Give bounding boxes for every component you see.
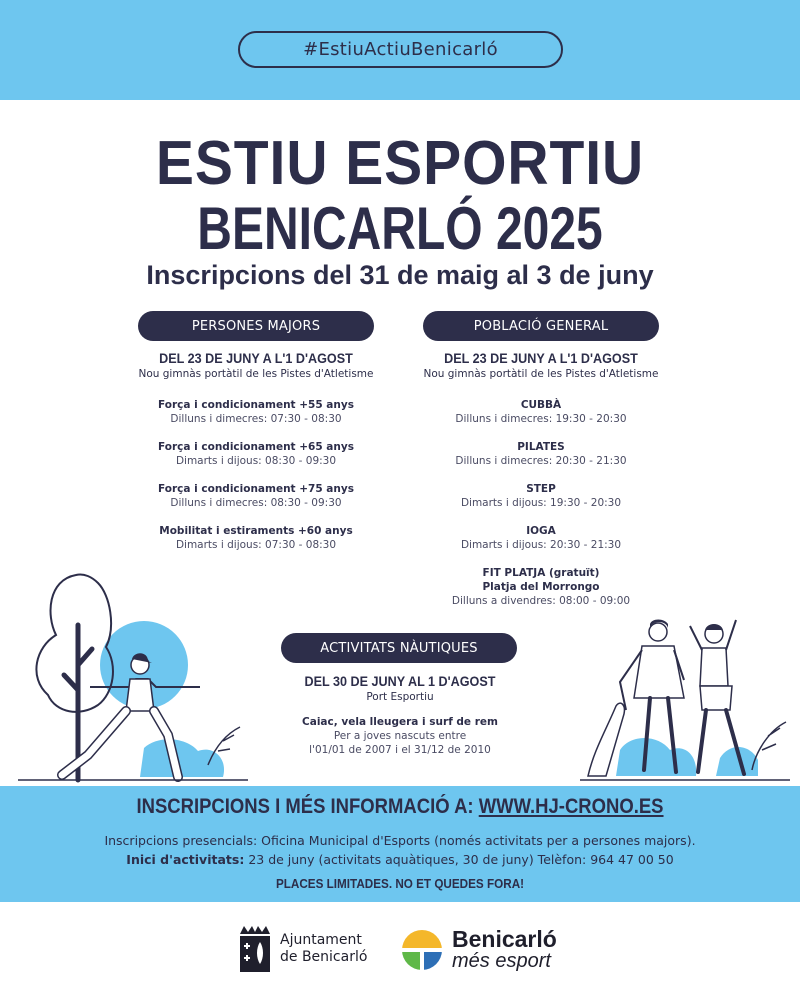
seniors-venue: Nou gimnàs portàtil de les Pistes d'Atletisme xyxy=(138,368,374,380)
activity-item xyxy=(110,440,402,468)
man-dress xyxy=(634,646,684,698)
activity-item xyxy=(395,398,687,426)
brand-circle-icon xyxy=(402,930,442,970)
hashtag-text: #EstiuActiuBenicarló xyxy=(303,39,498,60)
benicarlo-mes-esport-logo xyxy=(402,922,572,978)
activity-note: l'01/01 de 2007 i el 31/12 de 2010 xyxy=(309,744,491,756)
brand-name: Benicarló xyxy=(452,926,557,952)
nautical-venue: Port Esportiu xyxy=(366,691,434,703)
general-label: POBLACIÓ GENERAL xyxy=(473,318,609,334)
activity-name: Força i condicionament +75 anys xyxy=(158,483,354,495)
ajuntament-line1: Ajuntament xyxy=(280,932,362,948)
activity-time: Dilluns a divendres: 08:00 - 09:00 xyxy=(451,595,631,607)
website-link[interactable]: WWW.HJ-CRONO.ES xyxy=(478,795,664,818)
activity-time: Dimarts i dijous: 20:30 - 21:30 xyxy=(460,539,622,551)
limited-places-notice: PLACES LIMITADES. NO ET QUEDES FORA! xyxy=(275,876,525,891)
seniors-column xyxy=(110,350,402,552)
activity-note: Per a joves nascuts entre xyxy=(333,730,467,742)
ajuntament-logo xyxy=(238,922,378,978)
activity-item xyxy=(395,440,687,468)
activity-time: Dilluns i dimecres: 08:30 - 09:30 xyxy=(170,497,342,509)
general-column xyxy=(395,350,687,608)
seniors-pill xyxy=(138,311,374,341)
activity-time: Dilluns i dimecres: 20:30 - 21:30 xyxy=(455,455,627,467)
hashtag-pill xyxy=(238,31,563,68)
info-line-2-text: 23 de juny (activitats aquàtiques, 30 de juny) Telèfon: 964 47 00 50 xyxy=(248,852,674,867)
main-title-line1: ESTIU ESPORTIU xyxy=(155,129,645,198)
activity-name: Caiac, vela lleugera i surf de rem xyxy=(302,716,498,728)
boy-hair xyxy=(705,624,723,630)
ajuntament-line2: de Benicarló xyxy=(280,949,368,965)
man-head xyxy=(649,623,667,641)
activity-name: STEP xyxy=(526,483,556,495)
dancers-illustration xyxy=(580,610,790,786)
boy-shorts xyxy=(700,686,732,710)
activity-name: CUBBÀ xyxy=(520,399,562,411)
activity-item xyxy=(110,482,402,510)
activity-name: IOGA xyxy=(526,525,556,537)
activity-name: Mobilitat i estiraments +60 anys xyxy=(159,525,353,537)
info-heading xyxy=(48,795,752,819)
activity-item xyxy=(395,524,687,552)
activity-item xyxy=(110,524,402,552)
info-line-2 xyxy=(0,852,800,867)
info-line-2-label: Inici d'activitats: xyxy=(126,852,245,867)
general-pill xyxy=(423,311,659,341)
bush-shape xyxy=(616,738,696,776)
general-venue: Nou gimnàs portàtil de les Pistes d'Atletisme xyxy=(423,368,659,380)
brand-tagline: més esport xyxy=(452,950,551,972)
activity-item xyxy=(110,398,402,426)
activity-name: Força i condicionament +55 anys xyxy=(158,399,354,411)
main-title-line2: BENICARLÓ 2025 xyxy=(197,195,603,262)
activity-name: FIT PLATJA (gratuït) xyxy=(482,567,600,579)
nautical-dates: DEL 30 DE JUNY AL 1 D'AGOST xyxy=(304,673,496,689)
info-line-1: Inscripcions presencials: Oficina Municipal d'Esports (només activitats per a persones majors). xyxy=(104,833,696,848)
nautical-column xyxy=(254,673,546,757)
woman-torso xyxy=(126,679,154,711)
info-heading-text: INSCRIPCIONS I MÉS INFORMACIÓ A: xyxy=(136,795,474,818)
seniors-dates: DEL 23 DE JUNY A L'1 D'AGOST xyxy=(159,350,353,366)
activity-time: Dilluns i dimecres: 07:30 - 08:30 xyxy=(170,413,342,425)
general-dates: DEL 23 DE JUNY A L'1 D'AGOST xyxy=(444,350,638,366)
activity-place: Platja del Morrongo xyxy=(482,581,600,593)
activity-name: PILATES xyxy=(517,441,565,453)
seniors-label: PERSONES MAJORS xyxy=(191,318,321,334)
activity-time: Dimarts i dijous: 08:30 - 09:30 xyxy=(175,455,337,467)
activity-name: Força i condicionament +65 anys xyxy=(158,441,354,453)
activity-time: Dimarts i dijous: 07:30 - 08:30 xyxy=(175,539,337,551)
beach-activity-item xyxy=(395,566,687,608)
activity-time: Dilluns i dimecres: 19:30 - 20:30 xyxy=(455,413,627,425)
activity-item xyxy=(395,482,687,510)
tree-canopy-outline xyxy=(36,574,113,711)
activity-item xyxy=(254,715,546,757)
ajuntament-name xyxy=(280,932,367,966)
nautical-pill xyxy=(281,633,517,663)
boy-torso xyxy=(700,648,728,686)
registration-period: Inscripcions del 31 de maig al 3 de juny xyxy=(146,260,654,290)
yoga-illustration xyxy=(18,565,248,787)
nautical-label: ACTIVITATS NÀUTIQUES xyxy=(320,640,478,656)
activity-time: Dimarts i dijous: 19:30 - 20:30 xyxy=(460,497,622,509)
coat-of-arms-icon xyxy=(238,924,272,974)
